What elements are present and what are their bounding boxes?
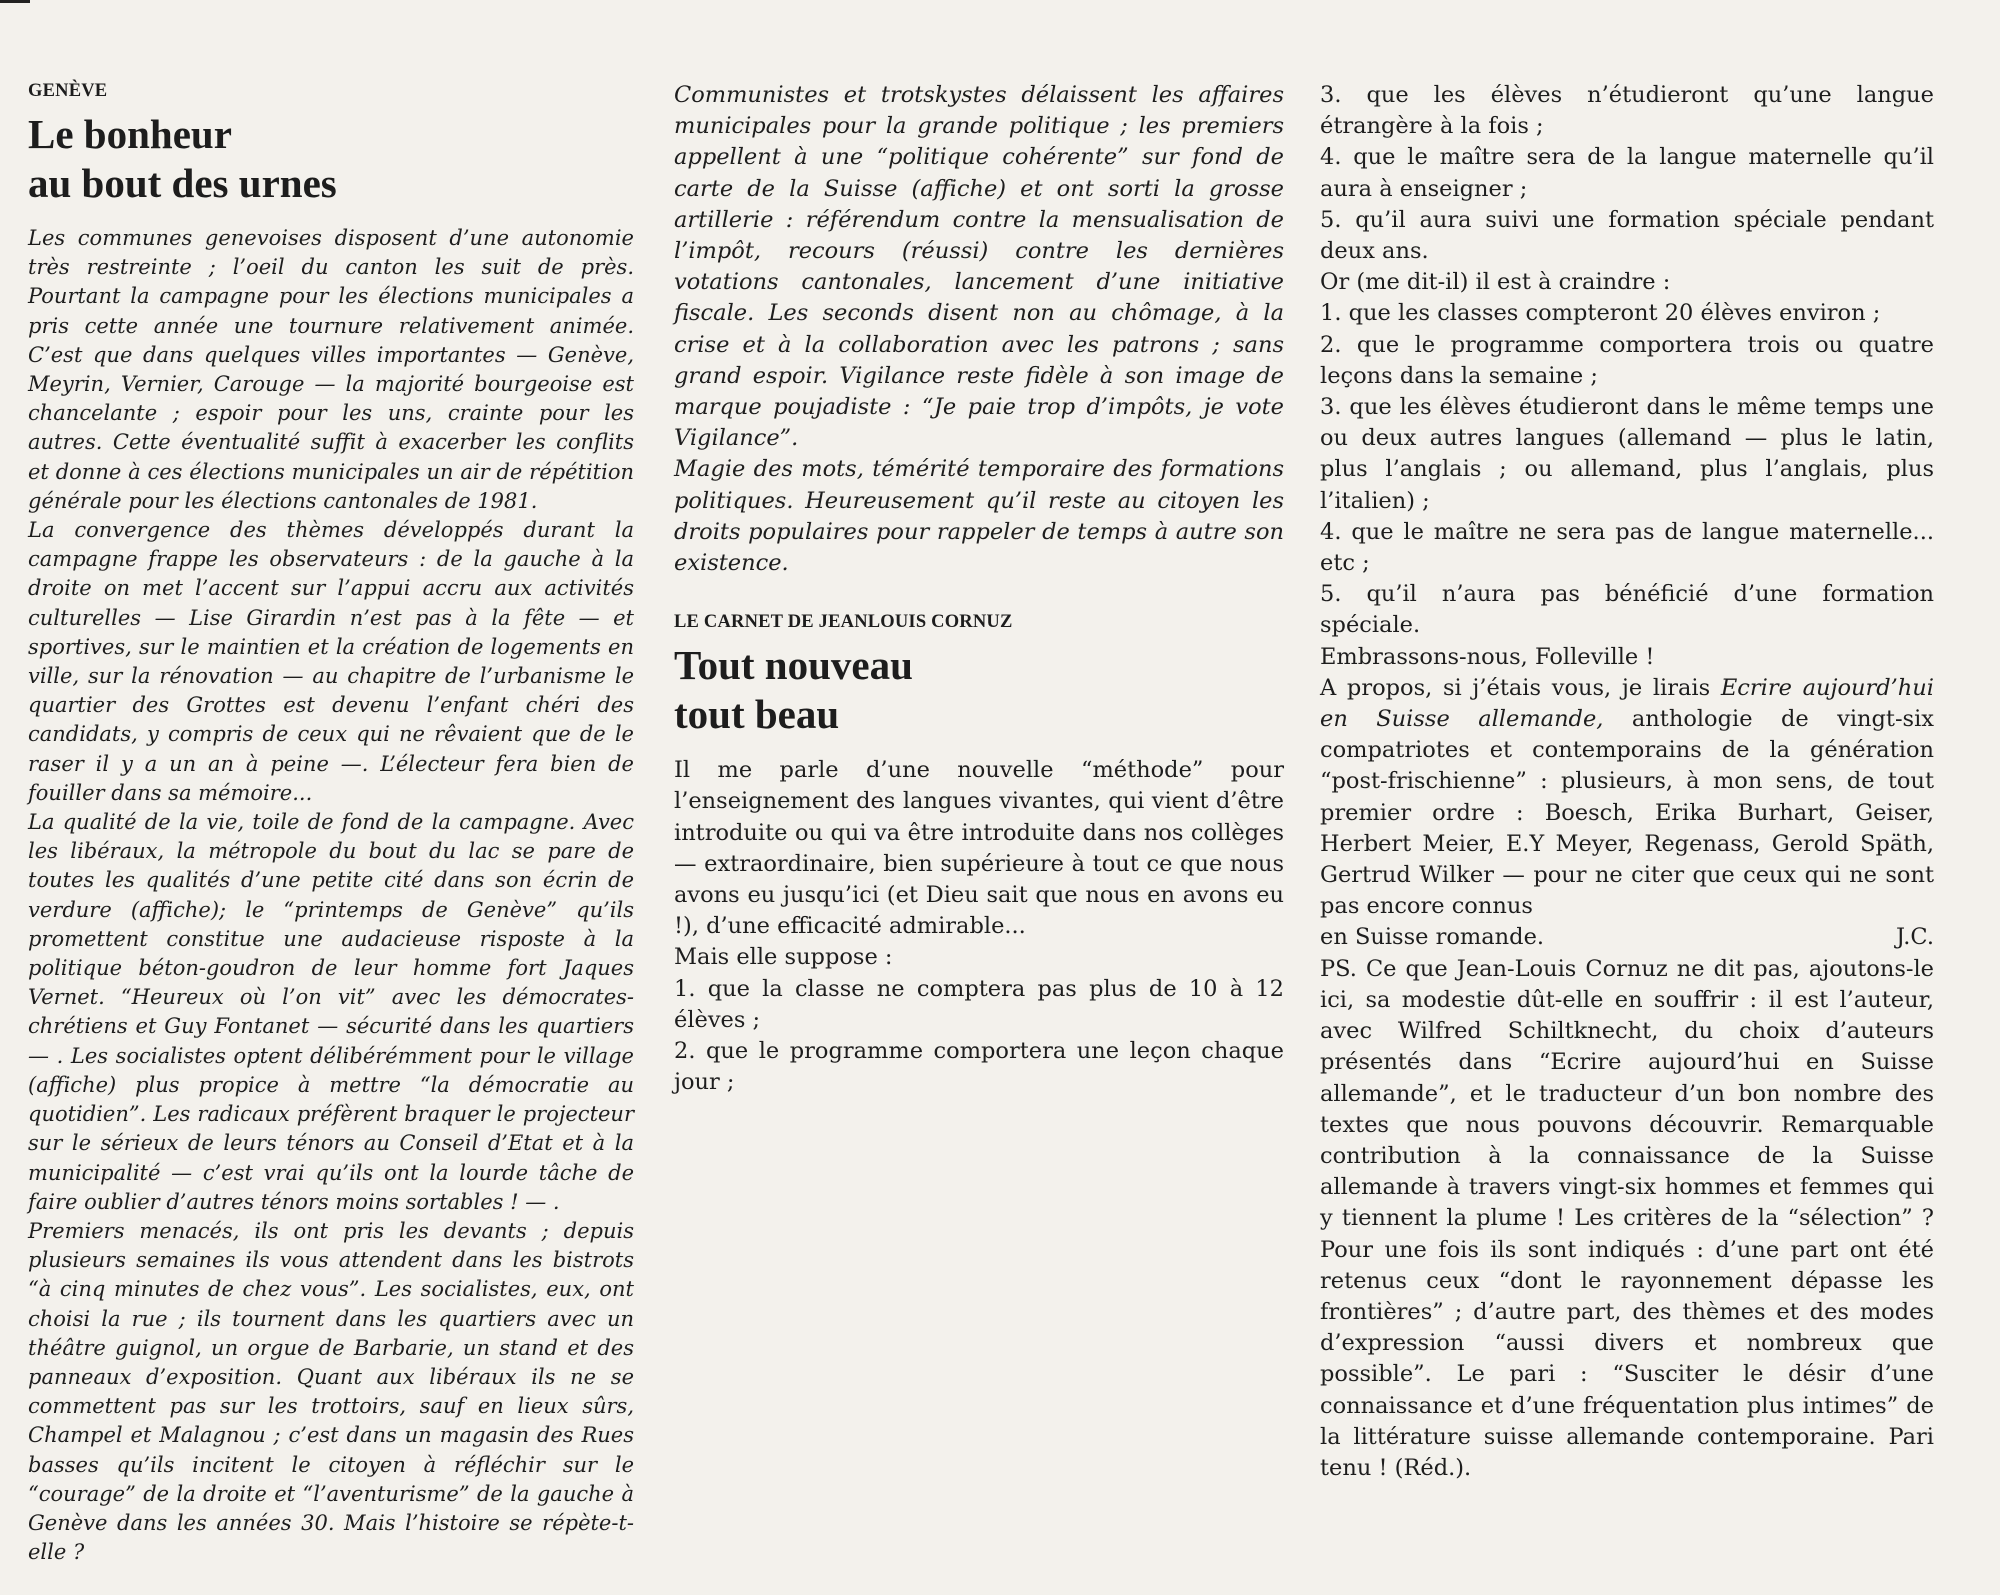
article1-continuation [674, 80, 1284, 579]
article1-paragraph: Premiers menacés, ils ont pris les devants ; depuis plusieurs semaines ils vous attendent dans les bistrots “à cinq minutes de chez vous”. Les socialistes, eux, ont choisi la rue ; ils tournent dans les quartiers avec un théâtre guignol, un orgue de Barbarie, un stand et des panneaux d’exposition. Quant aux libéraux ils ne se commettent pas sur les trottoirs, sauf en lieux sûrs, Champel et Malagnou ; c’est dans un magasin des Rues basses qu’ils incitent le citoyen à réfléchir sur le “courage” de la droite et “l’aventurisme” de la gauche à Genève dans les années 30. Mais l’histoire se répète-t-elle ? [28, 1218, 634, 1565]
article2-title [674, 641, 1284, 739]
article2-list-item: 4. que le maître sera de la langue maternelle qu’il aura à enseigner ; [1320, 144, 1934, 202]
article2-signature-line [1320, 922, 1934, 953]
article2-paragraph: Mais elle suppose : [674, 944, 893, 971]
corner-rule [0, 0, 30, 3]
article1-paragraph: La qualité de la vie, toile de fond de la campagne. Avec les libéraux, la métropole du bout du lac se pare de toutes les qualités d’une petite cité dans son écrin de verdure (affiche); le “printemps de Genève” qu’ils promettent constitue une audacieuse risposte à la politique béton-goudron de leur homme fort Jaques Vernet. “Heureux où l’on vit” avec les démocrates-chrétiens et Guy Fontanet — sécurité dans les quartiers — . Les socialistes optent délibérémment pour le village (affiche) plus propice à mettre “la démocratie au quotidien”. Les radicaux préfèrent braquer le projecteur sur le sérieux de leurs ténors au Conseil d’Etat et à la municipalité — c’est vrai qu’ils ont la lourde tâche de faire oublier d’autres ténors moins sortables ! — . [28, 810, 634, 1214]
article1-paragraph: Magie des mots, témérité temporaire des formations politiques. Heureusement qu’il reste au citoyen les droits populaires pour rappeler de temps à autre son existence. [674, 456, 1284, 577]
article1-kicker: GENÈVE [28, 81, 108, 101]
article2-paragraph: Il me parle d’une nouvelle “méthode” pour l’enseignement des langues vivantes, qui vient d’être introduite ou qui va être introduite dans nos collèges — extraordinaire, bien supérieure à tout ce que nous avons eu jusqu’ici (et Dieu sait que nous en avons eu !), d’une efficacité admirable... [674, 757, 1284, 940]
article2-title-line1: Tout nouveau [674, 642, 913, 689]
apropos-before: A propos, si j’étais vous, je lirais [1320, 674, 1721, 701]
article2-list-item: 5. qu’il aura suivi une formation spéciale pendant deux ans. [1320, 206, 1934, 265]
article2-apropos [1320, 673, 1934, 923]
article2-ps: PS. Ce que Jean-Louis Cornuz ne dit pas, ajoutons-le ici, sa modestie dût-elle en souffrir : il est l’auteur, avec Wilfred Schiltknecht, du choix d’auteurs présentés dans “Ecrire aujourd’hui en Suisse allemande”, et le traducteur d’un bon nombre des textes que nous pouvons découvrir. Remarquable contribution à la connaissance de la Suisse allemande à travers vingt-six hommes et femmes qui y tiennent la plume ! Les critères de la “sélection” ? Pour une fois ils sont indiqués : d’une part ont été retenus ceux “dont le rayonnement dépasse les frontières” ; d’autre part, des thèmes et des modes d’expression “aussi divers et nombreux que possible”. Le pari : “Susciter le désir d’une connaissance et d’une fréquentation plus intimes” de la littérature suisse allemande contemporaine. Pari tenu ! (Réd.). [1320, 955, 1934, 1481]
column-3 [1320, 80, 1934, 1484]
article1-title [28, 110, 634, 208]
article2-paragraph: Embrassons-nous, Folleville ! [1320, 643, 1655, 670]
article1-title-line1: Le bonheur [28, 111, 232, 157]
article2-title-line2: tout beau [674, 691, 840, 738]
article2-list-item: 4. que le maître ne sera pas de langue maternelle... etc ; [1320, 518, 1934, 577]
article1-paragraph: La convergence des thèmes développés durant la campagne frappe les observateurs : de la gauche à la droite on met l’accent sur l’appui accru aux activités culturelles — Lise Girardin n’est pas à la fête — et sportives, sur le maintien et la création de logements en ville, sur la rénovation — au chapitre de l’urbanisme le quartier des Grottes est devenu l’enfant chéri des candidats, y compris de ceux qui ne rêvaient que de le raser il y a un an à peine —. L’électeur fera bien de fouiller dans sa mémoire... [28, 518, 634, 805]
signature: J.C. [1896, 924, 1934, 951]
article2-list-item: 1. que la classe ne comptera pas plus de 10 à 12 élèves ; [674, 975, 1284, 1033]
article2-paragraph: Or (me dit-il) il est à craindre : [1320, 269, 1671, 296]
article1-paragraph: Les communes genevoises disposent d’une autonomie très restreinte ; l’oeil du canton les suit de près. Pourtant la campagne pour les élections municipales a pris cette année une tournure relativement animée. C’est que dans quelques villes importantes — Genève, Meyrin, Vernier, Carouge — la majorité bourgeoise est chancelante ; espoir pour les uns, crainte pour les autres. Cette éventualité suffit à exacerber les conflits et donne à ces élections municipales un air de répétition générale pour les élections cantonales de 1981. [28, 226, 634, 513]
article2-list-item: 5. qu’il n’aura pas bénéficié d’une formation spéciale. [1320, 581, 1934, 639]
column-2 [674, 80, 1284, 1098]
column-1 [28, 80, 634, 1567]
apropos-after: anthologie de vingt-six compatriotes et contemporains de la génération “post-frischienne” : plusieurs, à mon sens, de tout premier ordre : Boesch, Erika Burhart, Geiser, Herbert Meier, E.Y Meyer, Regenass, Gerold Späth, Gertrud Wilker — pour ne citer que ceux qui ne sont pas encore connus [1320, 706, 1934, 920]
article1-paragraph: Communistes et trotskystes délaissent les affaires municipales pour la grande politique ; les premiers appellent à une “politique cohérente” sur fond de carte de la Suisse (affiche) et ont sorti la grosse artillerie : référendum contre la mensualisation de l’impôt, recours (réussi) contre les dernières votations cantonales, lancement d’une initiative fiscale. Les seconds disent non au chômage, à la crise et à la collaboration avec les patrons ; sans grand espoir. Vigilance reste fidèle à son image de marque poujadiste : “Je paie trop d’impôts, je vote Vigilance”. [674, 82, 1284, 452]
article2-list-item: 3. que les élèves étudieront dans le même temps une ou deux autres langues (allemand — plus le latin, plus l’anglais ; ou allemand, plus l’anglais, plus l’italien) ; [1320, 394, 1934, 514]
article2-list-item: 1. que les classes compteront 20 élèves environ ; [1320, 300, 1881, 327]
apropos-lastline: en Suisse romande. [1320, 924, 1545, 951]
book-title: Ecrire aujourd’hui en Suisse allemande, [1320, 674, 1934, 733]
article2-list-item: 2. que le programme comportera trois ou quatre leçons dans la semaine ; [1320, 331, 1934, 389]
article2-list-item: 2. que le programme comportera une leçon chaque jour ; [674, 1038, 1284, 1096]
article2-kicker: LE CARNET DE JEANLOUIS CORNUZ [674, 612, 1013, 633]
article2-list-item: 3. que les élèves n’étudieront qu’une langue étrangère à la fois ; [1320, 82, 1934, 140]
article1-title-line2: au bout des urnes [28, 160, 337, 206]
